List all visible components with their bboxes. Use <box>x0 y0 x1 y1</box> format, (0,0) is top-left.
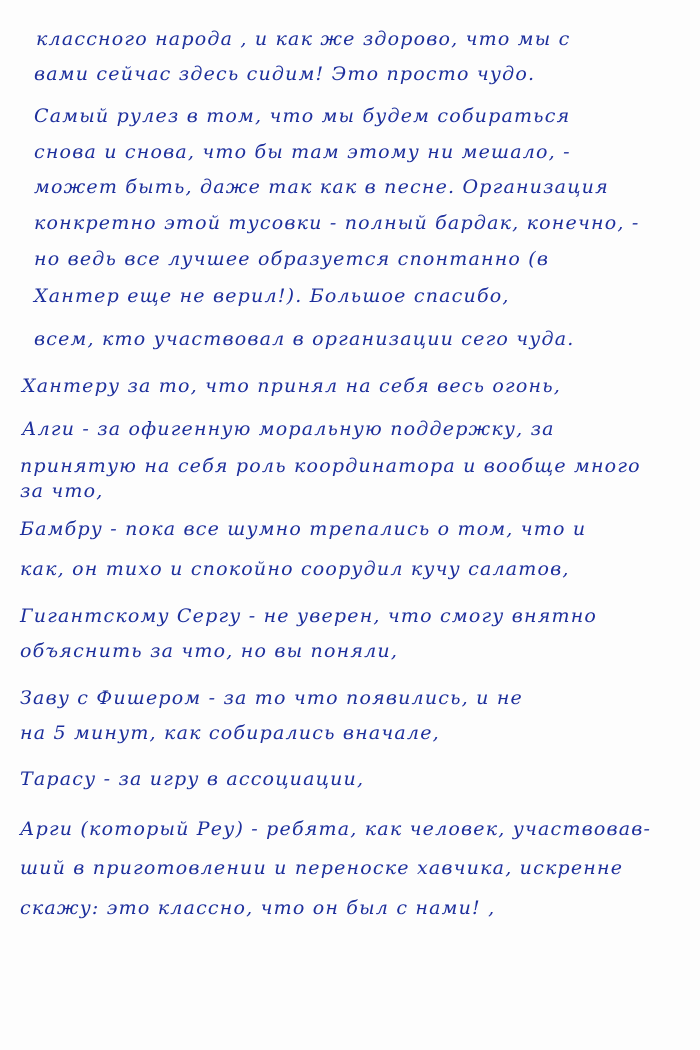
text-line: вами сейчас здесь сидим! Это просто чудо. <box>34 63 536 85</box>
text-line: Хантер еще не верил!). Большое спасибо, <box>34 285 510 307</box>
text-line: Арги (который Реу) - ребята, как человек, участвовав- <box>20 818 652 840</box>
text-line: всем, кто участвовал в организации сего чуда. <box>34 328 575 350</box>
text-line: Хантеру за то, что принял на себя весь огонь, <box>22 375 561 397</box>
text-line: конкретно этой тусовки - полный бардак, конечно, - <box>34 212 640 234</box>
text-line: за что, <box>20 480 104 502</box>
text-line: Бамбру - пока все шумно трепались о том, что и <box>20 518 587 540</box>
text-line: Алги - за офигенную моральную поддержку, за <box>22 418 555 440</box>
text-line: ший в приготовлении и переноске хавчика, искренне <box>20 857 624 879</box>
text-line: классного народа , и как же здорово, что мы с <box>36 28 571 50</box>
text-line: Самый рулез в том, что мы будем собираться <box>34 105 571 127</box>
text-line: снова и снова, что бы там этому ни мешало, - <box>34 141 571 163</box>
text-line: но ведь все лучшее образуется спонтанно (в <box>34 248 550 270</box>
text-line: может быть, даже так как в песне. Организация <box>34 176 609 198</box>
text-line: объяснить за что, но вы поняли, <box>20 640 399 662</box>
text-line: Тарасу - за игру в ассоциации, <box>20 768 365 790</box>
text-line: Гигантскому Сергу - не уверен, что смогу внятно <box>20 605 598 627</box>
text-line: Заву с Фишером - за то что появились, и не <box>20 687 523 709</box>
text-line: принятую на себя роль координатора и вообще много <box>20 455 641 477</box>
text-line: скажу: это классно, что он был с нами! , <box>20 897 496 919</box>
text-line: как, он тихо и спокойно соорудил кучу салатов, <box>20 558 570 580</box>
text-line: на 5 минут, как собирались вначале, <box>20 722 440 744</box>
